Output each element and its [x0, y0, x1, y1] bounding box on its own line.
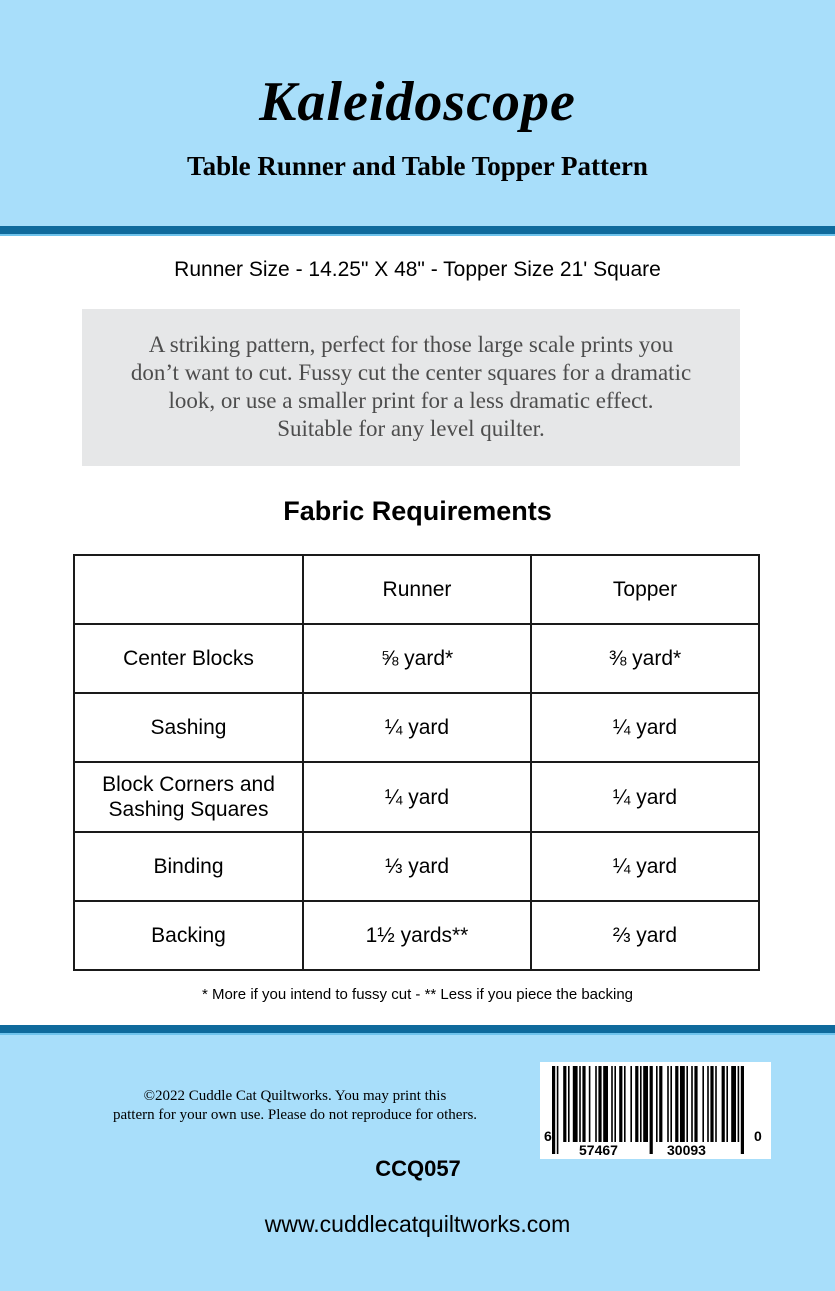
barcode-bar [619, 1066, 622, 1142]
row-runner: ¼ yard [303, 762, 531, 832]
barcode-bar [686, 1066, 688, 1142]
description-line: A striking pattern, perfect for those large scale prints you [148, 332, 674, 357]
barcode-bar [691, 1066, 693, 1142]
barcode-bar [656, 1066, 658, 1142]
row-topper: ⅜ yard* [531, 624, 759, 693]
footer-divider [0, 1025, 835, 1033]
barcode-bar [722, 1066, 725, 1142]
barcode-bar [573, 1066, 578, 1142]
header-divider [0, 226, 835, 234]
barcode-bar [694, 1066, 697, 1142]
barcode-bar [582, 1066, 585, 1142]
barcode-last-digit: 0 [754, 1128, 762, 1144]
description-line: look, or use a smaller print for a less dramatic effect. [168, 388, 654, 413]
table-row [74, 832, 759, 901]
pattern-subtitle: Table Runner and Table Topper Pattern [187, 151, 648, 181]
barcode-bar [741, 1066, 744, 1154]
barcode-bar [670, 1066, 672, 1142]
description-line: don’t want to cut. Fussy cut the center squares for a dramatic [130, 360, 692, 385]
barcode-bar [667, 1066, 669, 1142]
barcode-right-group: 30093 [667, 1142, 706, 1158]
description-line: Suitable for any level quilter. [277, 416, 545, 441]
barcode-bar [563, 1066, 566, 1142]
size-info: Runner Size - 14.25" X 48" - Topper Size 21' Square [174, 258, 661, 281]
header-cell-empty [74, 555, 303, 624]
row-item: Block Corners and Sashing Squares [74, 762, 303, 832]
barcode-bar [650, 1066, 653, 1154]
barcode-bars [540, 1062, 771, 1159]
barcode-bar [640, 1066, 642, 1142]
table-header-row [74, 555, 759, 624]
barcode-bar [726, 1066, 728, 1142]
barcode-left-group: 57467 [579, 1142, 618, 1158]
row-item: Backing [74, 901, 303, 970]
header-divider-accent [0, 234, 835, 236]
barcode-bar [643, 1066, 648, 1142]
table-row [74, 693, 759, 762]
copyright-notice [60, 1087, 530, 1125]
barcode-bar [635, 1066, 638, 1142]
copyright-line: ©2022 Cuddle Cat Quiltworks. You may print this [143, 1088, 447, 1104]
pattern-code: CCQ057 [375, 1156, 461, 1181]
barcode-bar [579, 1066, 581, 1142]
row-topper: ¼ yard [531, 693, 759, 762]
barcode-bar [707, 1066, 709, 1142]
description-box [82, 309, 740, 466]
copyright-line: pattern for your own use. Please do not reproduce for others. [112, 1107, 478, 1123]
barcode-bar [598, 1066, 601, 1142]
row-runner: ⅓ yard [303, 832, 531, 901]
barcode-bar [603, 1066, 608, 1142]
row-runner: ⅝ yard* [303, 624, 531, 693]
barcode-bar [731, 1066, 736, 1142]
row-runner: ¼ yard [303, 693, 531, 762]
row-runner: 1½ yards** [303, 901, 531, 970]
website-link[interactable]: www.cuddlecatquiltworks.com [264, 1211, 571, 1237]
barcode [540, 1062, 771, 1159]
barcode-bar [552, 1066, 555, 1154]
barcode-bar [557, 1066, 559, 1154]
row-item: Center Blocks [74, 624, 303, 693]
barcode-bar [710, 1066, 713, 1142]
barcode-bar [680, 1066, 685, 1142]
row-topper: ¼ yard [531, 832, 759, 901]
barcode-bar [624, 1066, 626, 1142]
barcode-first-digit: 6 [544, 1128, 552, 1144]
barcode-bar [630, 1066, 632, 1142]
table-row [74, 901, 759, 970]
barcode-bar [738, 1066, 740, 1142]
pattern-title: Kaleidoscope [259, 71, 576, 133]
row-item: Sashing [74, 693, 303, 762]
table-row [74, 624, 759, 693]
barcode-bar [589, 1066, 591, 1142]
barcode-bar [611, 1066, 613, 1142]
barcode-bar [595, 1066, 597, 1142]
row-topper: ⅔ yard [531, 901, 759, 970]
row-topper: ¼ yard [531, 762, 759, 832]
header-cell-topper: Topper [531, 555, 759, 624]
barcode-bar [702, 1066, 704, 1142]
barcode-bar [614, 1066, 616, 1142]
barcode-bar [659, 1066, 662, 1142]
row-item: Binding [74, 832, 303, 901]
table-row [74, 762, 759, 832]
barcode-bar [568, 1066, 570, 1142]
header-banner [0, 0, 835, 226]
header-cell-runner: Runner [303, 555, 531, 624]
barcode-bar [675, 1066, 678, 1142]
fabric-requirements-table [73, 554, 760, 971]
barcode-bar [715, 1066, 717, 1142]
fabric-footnote: * More if you intend to fussy cut - ** Less if you piece the backing [201, 986, 634, 1003]
fabric-requirements-heading: Fabric Requirements [283, 496, 552, 526]
